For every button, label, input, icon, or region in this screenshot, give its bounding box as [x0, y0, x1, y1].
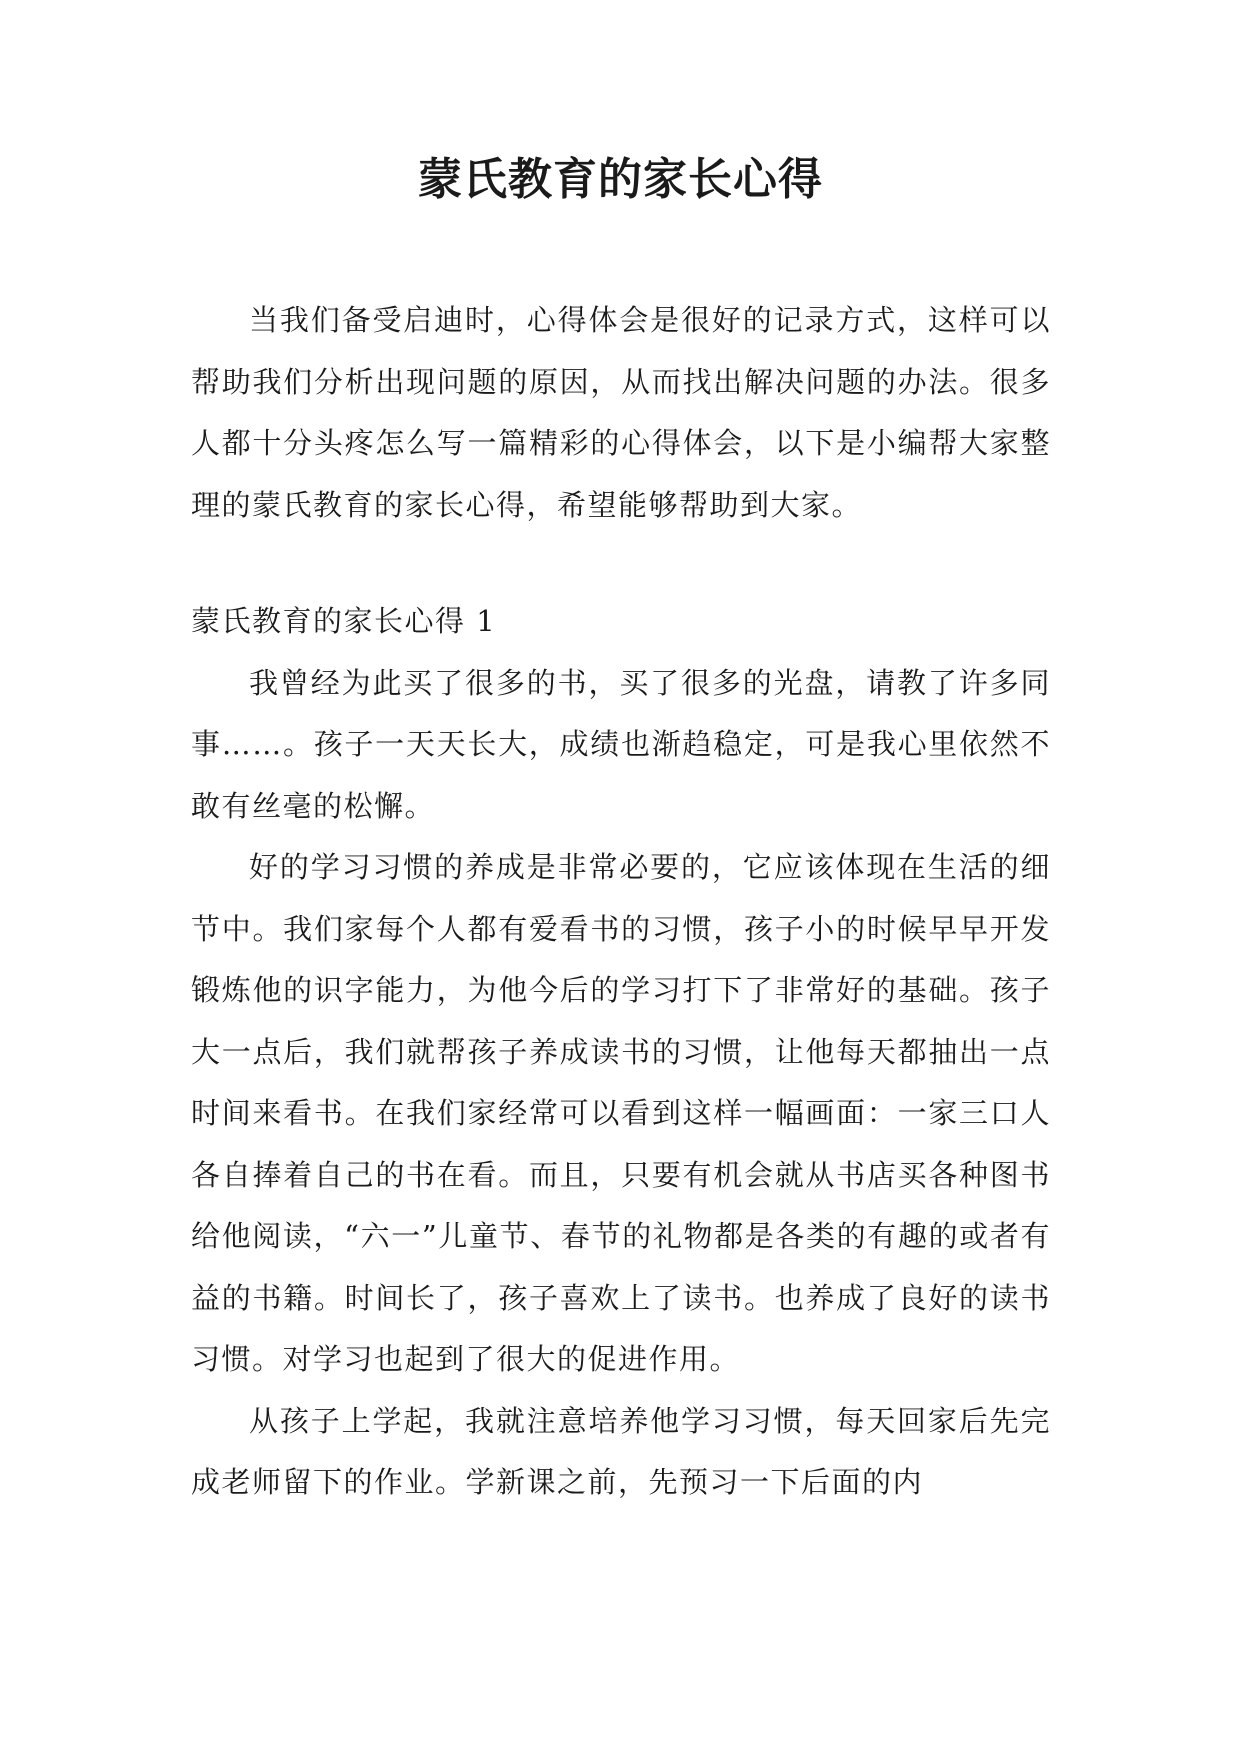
document-title: 蒙氏教育的家长心得	[418, 154, 823, 205]
spacer	[191, 536, 1051, 591]
body-paragraph: 从孩子上学起，我就注意培养他学习习惯，每天回家后先完成老师留下的作业。学新课之前，先预习一下后面的内	[191, 1403, 1051, 1499]
body-paragraph: 我曾经为此买了很多的书，买了很多的光盘，请教了许多同事……。孩子一天天长大，成绩也渐趋稳定，可是我心里依然不敢有丝毫的松懈。	[191, 665, 1051, 823]
intro-paragraph: 当我们备受启迪时，心得体会是很好的记录方式，这样可以帮助我们分析出现问题的原因，从而找出解决问题的办法。很多人都十分头疼怎么写一篇精彩的心得体会，以下是小编帮大家整理的蒙氏教育的家长心得，希望能够帮助到大家。	[191, 303, 1051, 522]
document-body	[191, 290, 1051, 1514]
body-paragraph: 好的学习习惯的养成是非常必要的，它应该体现在生活的细节中。我们家每个人都有爱看书的习惯，孩子小的时候早早开发锻炼他的识字能力，为他今后的学习打下了非常好的基础。孩子大一点后，我们就帮孩子养成读书的习惯，让他每天都抽出一点时间来看书。在我们家经常可以看到这样一幅画面：一家三口人各自捧着自己的书在看。而且，只要有机会就从书店买各种图书给他阅读，“六一”儿童节、春节的礼物都是各类的有趣的或者有益的书籍。时间长了，孩子喜欢上了读书。也养成了良好的读书习惯。对学习也起到了很大的促进作用。	[191, 850, 1051, 1376]
section-heading: 蒙氏教育的家长心得 1	[191, 604, 497, 638]
